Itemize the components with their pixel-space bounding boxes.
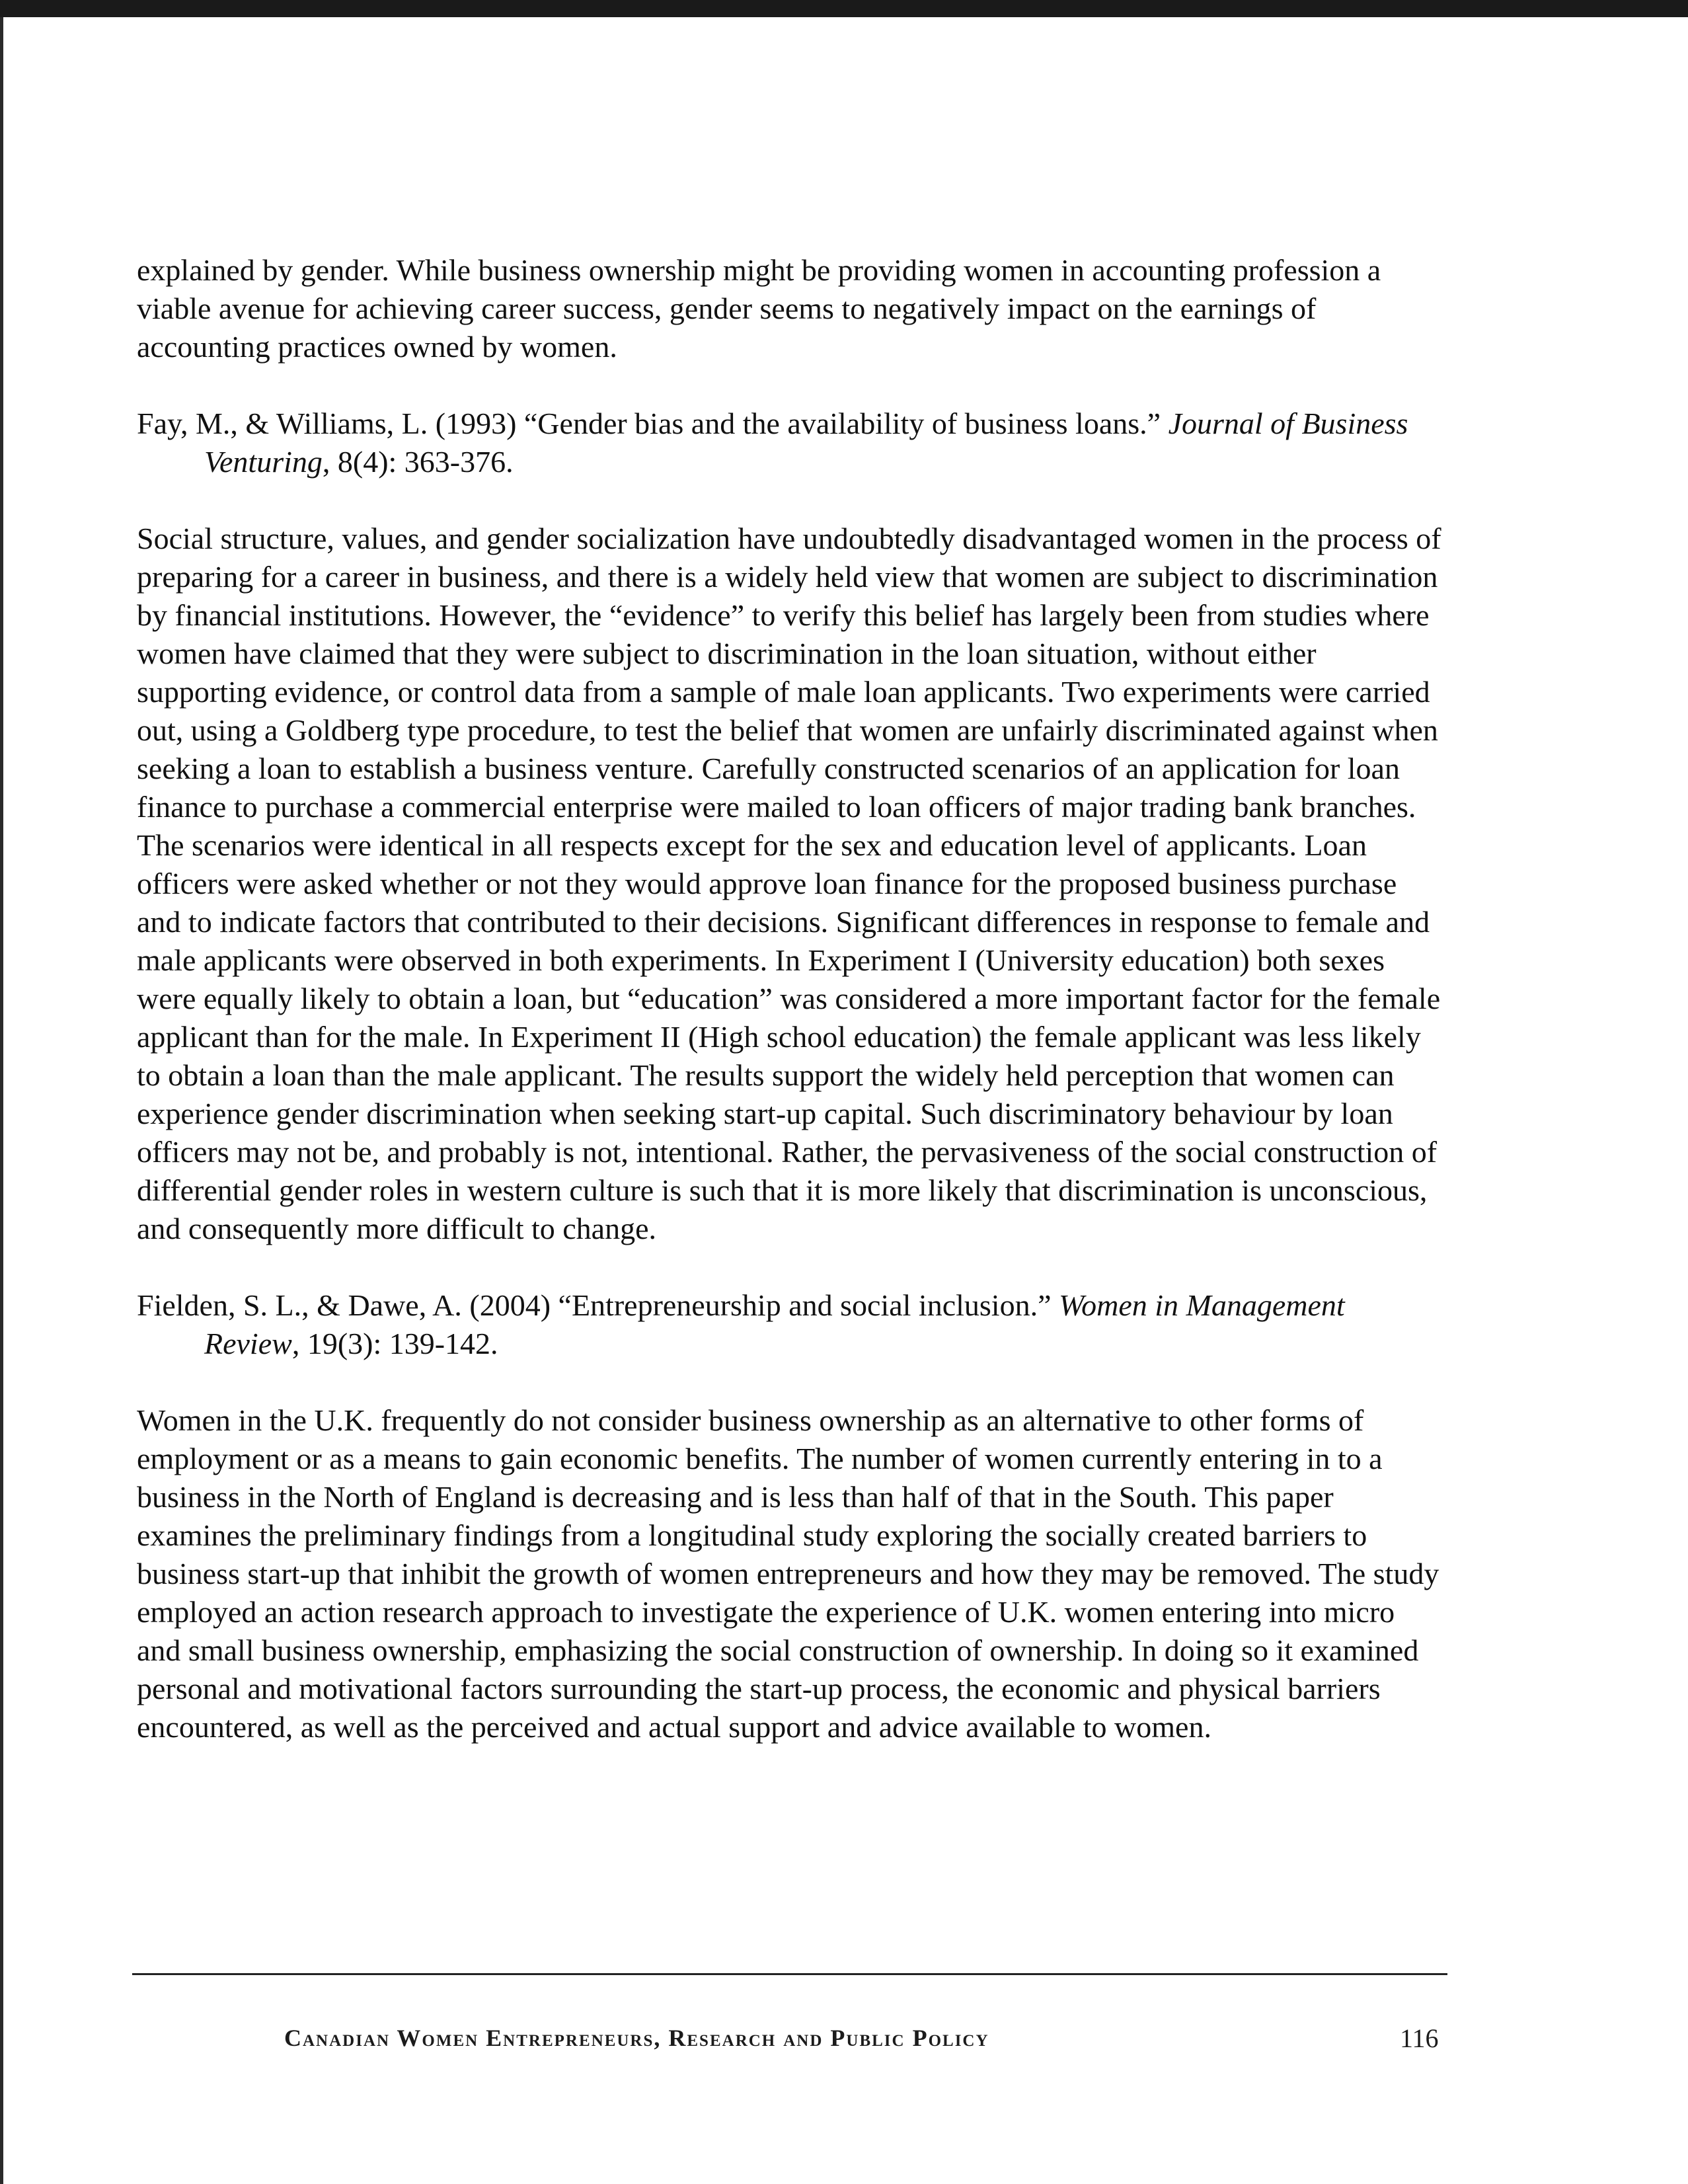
paragraph-continuation: explained by gender. While business ownership might be providing women in accounting profession a viable avenue for achieving career success, gender seems to negatively impact on the earnings of accounting practices owned by women. <box>137 253 1381 364</box>
citation-journal: Women in Management Review <box>204 1288 1345 1360</box>
scan-top-edge <box>0 0 1688 17</box>
scan-left-edge <box>0 17 3 2184</box>
page-body <box>137 251 1445 1785</box>
page-number: 116 <box>1400 2023 1439 2053</box>
abstract-fielden-dawe: Women in the U.K. frequently do not consider business ownership as an alternative to other forms of employment or as a means to gain economic benefits. The number of women currently entering in to a business in the North of England is decreasing and is less than half of that in the South. This paper examines the preliminary findings from a longitudinal study exploring the socially created barriers to business start-up that inhibit the growth of women entrepreneurs and how they may be removed. The study employed an action research approach to investigate the experience of U.K. women entering into micro and small business ownership, emphasizing the social construction of ownership. In doing so it examined personal and motivational factors surrounding the start-up process, the economic and physical barriers encountered, as well as the perceived and actual support and advice available to women. <box>137 1403 1439 1744</box>
citation-volume-pages: , 8(4): 363-376. <box>322 445 514 479</box>
footer-title: Canadian Women Entrepreneurs, Research and Public Policy <box>284 2025 989 2051</box>
citation-journal: Journal of Business Venturing <box>204 407 1408 479</box>
footer-divider <box>132 1973 1447 1975</box>
citation-fielden-dawe <box>137 1286 1445 1363</box>
citation-fay-williams <box>137 405 1445 481</box>
citation-authors-title: Fielden, S. L., & Dawe, A. (2004) “Entrepreneurship and social inclusion.” <box>137 1288 1059 1322</box>
abstract-fay-williams: Social structure, values, and gender socialization have undoubtedly disadvantaged women in the process of preparing for a career in business, and there is a widely held view that women are subject to discrimination by financial institutions. However, the “evidence” to verify this belief has largely been from studies where women have claimed that they were subject to discrimination in the loan situation, without either supporting evidence, or control data from a sample of male loan applicants. Two experiments were carried out, using a Goldberg type procedure, to test the belief that women are unfairly discriminated against when seeking a loan to establish a business venture. Carefully constructed scenarios of an application for loan finance to purchase a commercial enterprise were mailed to loan officers of major trading bank branches. The scenarios were identical in all respects except for the sex and education level of applicants. Loan officers were asked whether or not they would approve loan finance for the proposed business purchase and to indicate factors that contributed to their decisions. Significant differences in response to female and male applicants were observed in both experiments. In Experiment I (University education) both sexes were equally likely to obtain a loan, but “education” was considered a more important factor for the female applicant than for the male. In Experiment II (High school education) the female applicant was less likely to obtain a loan than the male applicant. The results support the widely held perception that women can experience gender discrimination when seeking start-up capital. Such discriminatory behaviour by loan officers may not be, and probably is not, intentional. Rather, the pervasiveness of the social construction of differential gender roles in western culture is such that it is more likely that discrimination is unconscious, and consequently more difficult to change. <box>137 522 1441 1245</box>
citation-authors-title: Fay, M., & Williams, L. (1993) “Gender bias and the availability of business loans.” <box>137 407 1169 440</box>
citation-volume-pages: , 19(3): 139-142. <box>291 1327 498 1360</box>
